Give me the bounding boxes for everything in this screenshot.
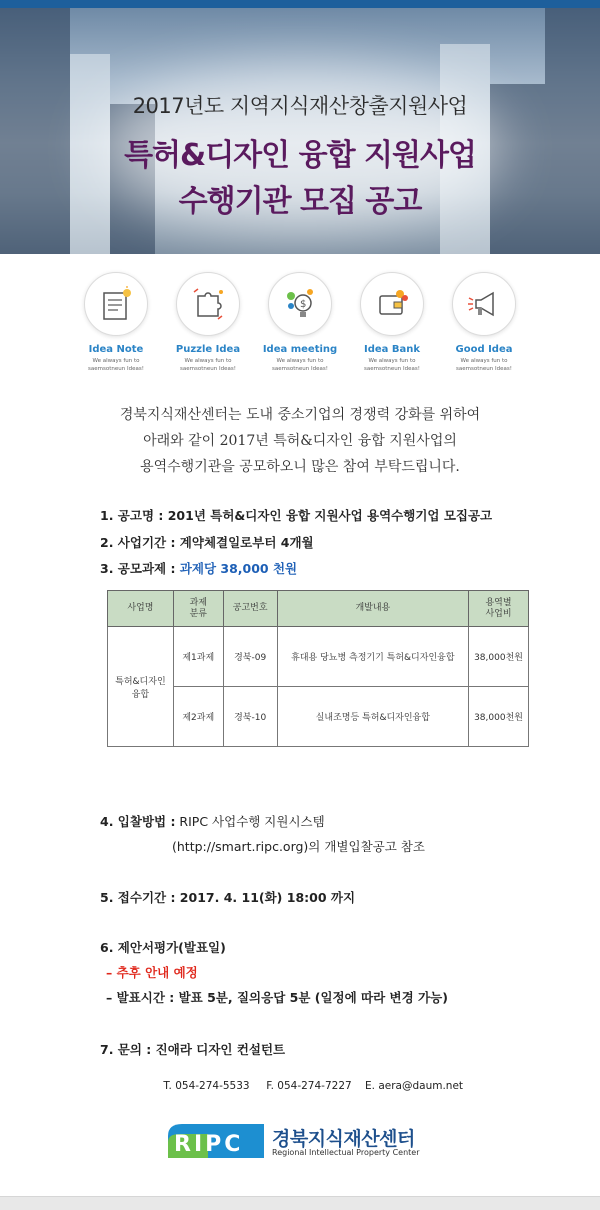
icon-item-idea-meeting: [254, 272, 346, 373]
icon-subtitle-line: saemsotneun Ideas!: [88, 366, 144, 372]
table-cell: 실내조명등 특허&디자인융합: [277, 687, 468, 747]
svg-text:$: $: [300, 299, 307, 310]
item-contact: [100, 1040, 285, 1058]
item-key: 3. 공모과제 :: [100, 561, 176, 576]
icon-subtitle: [254, 357, 346, 373]
contact-details: T. 054-274-5533 F. 054-274-7227 E. aera@daum.net: [163, 1080, 464, 1092]
table-cell: 제2과제: [173, 687, 223, 747]
table-cell: 경북-10: [223, 687, 277, 747]
puzzle-icon: [176, 272, 240, 336]
table-cell: 제1과제: [173, 627, 223, 687]
item-proposal-evaluation: [100, 938, 226, 956]
item-value: RIPC 사업수행 지원시스템: [175, 814, 325, 829]
item-presentation-time: [106, 988, 448, 1006]
icon-title: Idea meeting: [262, 344, 338, 355]
icon-subtitle-line: saemsotneun Ideas!: [272, 366, 328, 372]
table-header-line: 과제: [189, 597, 207, 608]
icon-subtitle: [70, 357, 162, 373]
table-cell: 경북-09: [223, 627, 277, 687]
icon-item-good-idea: [438, 272, 530, 373]
icon-subtitle-line: saemsotneun Ideas!: [180, 366, 236, 372]
icon-title: Good Idea: [455, 344, 513, 355]
table-header: 공고번호: [223, 591, 277, 627]
task-table: [107, 590, 529, 747]
logo-korean-name: 경북지식재산센터: [272, 1128, 415, 1150]
item-key: 6. 제안서평가(발표일): [100, 940, 226, 955]
table-cell: 휴대용 당뇨병 측정기기 특허&디자인융합: [277, 627, 468, 687]
item-contact-details: [150, 1068, 463, 1104]
bid-system-link[interactable]: (http://smart.ripc.org)의 개별입찰공고 참조: [172, 839, 425, 854]
item-value: 진애라 디자인 컨설턴트: [151, 1042, 286, 1057]
table-header: [173, 591, 223, 627]
item-value: 계약체결일로부터 4개월: [175, 535, 314, 550]
item-key: 7. 문의 :: [100, 1042, 152, 1057]
item-value-alert: – 추후 안내 예정: [106, 965, 198, 980]
table-header-line: 사업비: [485, 608, 512, 619]
table-header: 사업명: [108, 591, 174, 627]
note-icon: [84, 272, 148, 336]
item-task: [100, 559, 297, 577]
item-value: 2017. 4. 11(화) 18:00 까지: [175, 890, 356, 905]
icon-title: Idea Bank: [363, 344, 421, 355]
table-cell-line: 특허&디자인: [115, 676, 166, 687]
item-reception-period: [100, 888, 355, 906]
logo-english-name: Regional Intellectual Property Center: [272, 1148, 420, 1157]
bottom-strip: [0, 1196, 600, 1210]
item-bid-method-link[interactable]: [172, 837, 425, 855]
icon-item-idea-note: [70, 272, 162, 373]
icon-subtitle-line: We always fun to: [184, 358, 232, 364]
item-announcement-name: [100, 506, 492, 524]
icon-subtitle-line: saemsotneun Ideas!: [364, 366, 420, 372]
item-key: 1. 공고명 :: [100, 508, 164, 523]
table-cell-business: [108, 627, 174, 747]
table-header: 개발내용: [277, 591, 468, 627]
icon-subtitle-line: We always fun to: [460, 358, 508, 364]
table-header-line: 용역별: [485, 597, 512, 608]
intro-text: [0, 402, 600, 480]
header-title-line2: 수행기관 모집 공고: [178, 184, 422, 219]
item-evaluation-notice: [106, 963, 198, 981]
icon-subtitle: [438, 357, 530, 373]
header-banner: [0, 8, 600, 254]
wallet-icon: [360, 272, 424, 336]
icon-title: Idea Note: [88, 344, 144, 355]
item-project-period: [100, 533, 314, 551]
item-value: 과제당 38,000 천원: [175, 561, 298, 576]
icon-title: Puzzle Idea: [175, 344, 241, 355]
ripc-logo: [168, 1120, 438, 1164]
ripc-logo-mark: [168, 1124, 264, 1158]
top-strip: [0, 0, 600, 8]
table-header-row: [108, 591, 529, 627]
table-cell: 38,000천원: [469, 687, 529, 747]
item-key: 5. 접수기간 :: [100, 890, 176, 905]
lightbulb-gears-icon: [268, 272, 332, 336]
icon-subtitle: [346, 357, 438, 373]
item-value: – 발표시간 : 발표 5분, 질의응답 5분 (일정에 따라 변경 가능): [106, 990, 448, 1005]
table-header-line: 분류: [189, 608, 207, 619]
table-row: [108, 627, 529, 687]
table-cell: 38,000천원: [469, 627, 529, 687]
header-title: 특허&디자인 융합 지원사업: [124, 138, 476, 173]
icon-subtitle: [162, 357, 254, 373]
item-bid-method: [100, 812, 325, 830]
header-subtitle: 2017년도 지역지식재산창출지원사업: [132, 94, 468, 118]
table-cell-line: 융합: [131, 689, 150, 700]
table-header: [469, 591, 529, 627]
icon-subtitle-line: We always fun to: [92, 358, 140, 364]
idea-icons: [70, 272, 530, 382]
icon-subtitle-line: saemsotneun Ideas!: [456, 366, 512, 372]
intro-line: 아래와 같이 2017년 특허&디자인 융합 지원사업의: [143, 433, 457, 449]
item-value: 201년 특허&디자인 융합 지원사업 용역수행기업 모집공고: [163, 508, 493, 523]
icon-item-puzzle-idea: [162, 272, 254, 373]
ripc-mark-text: RIPC: [174, 1132, 244, 1157]
icon-item-idea-bank: [346, 272, 438, 373]
intro-line: 경북지식재산센터는 도내 중소기업의 경쟁력 강화를 위하여: [119, 407, 481, 423]
icon-subtitle-line: We always fun to: [276, 358, 324, 364]
intro-line: 용역수행기관을 공모하오니 많은 참여 부탁드립니다.: [140, 459, 460, 475]
megaphone-icon: [452, 272, 516, 336]
icon-subtitle-line: We always fun to: [368, 358, 416, 364]
item-key: 2. 사업기간 :: [100, 535, 176, 550]
item-key: 4. 입찰방법 :: [100, 814, 176, 829]
